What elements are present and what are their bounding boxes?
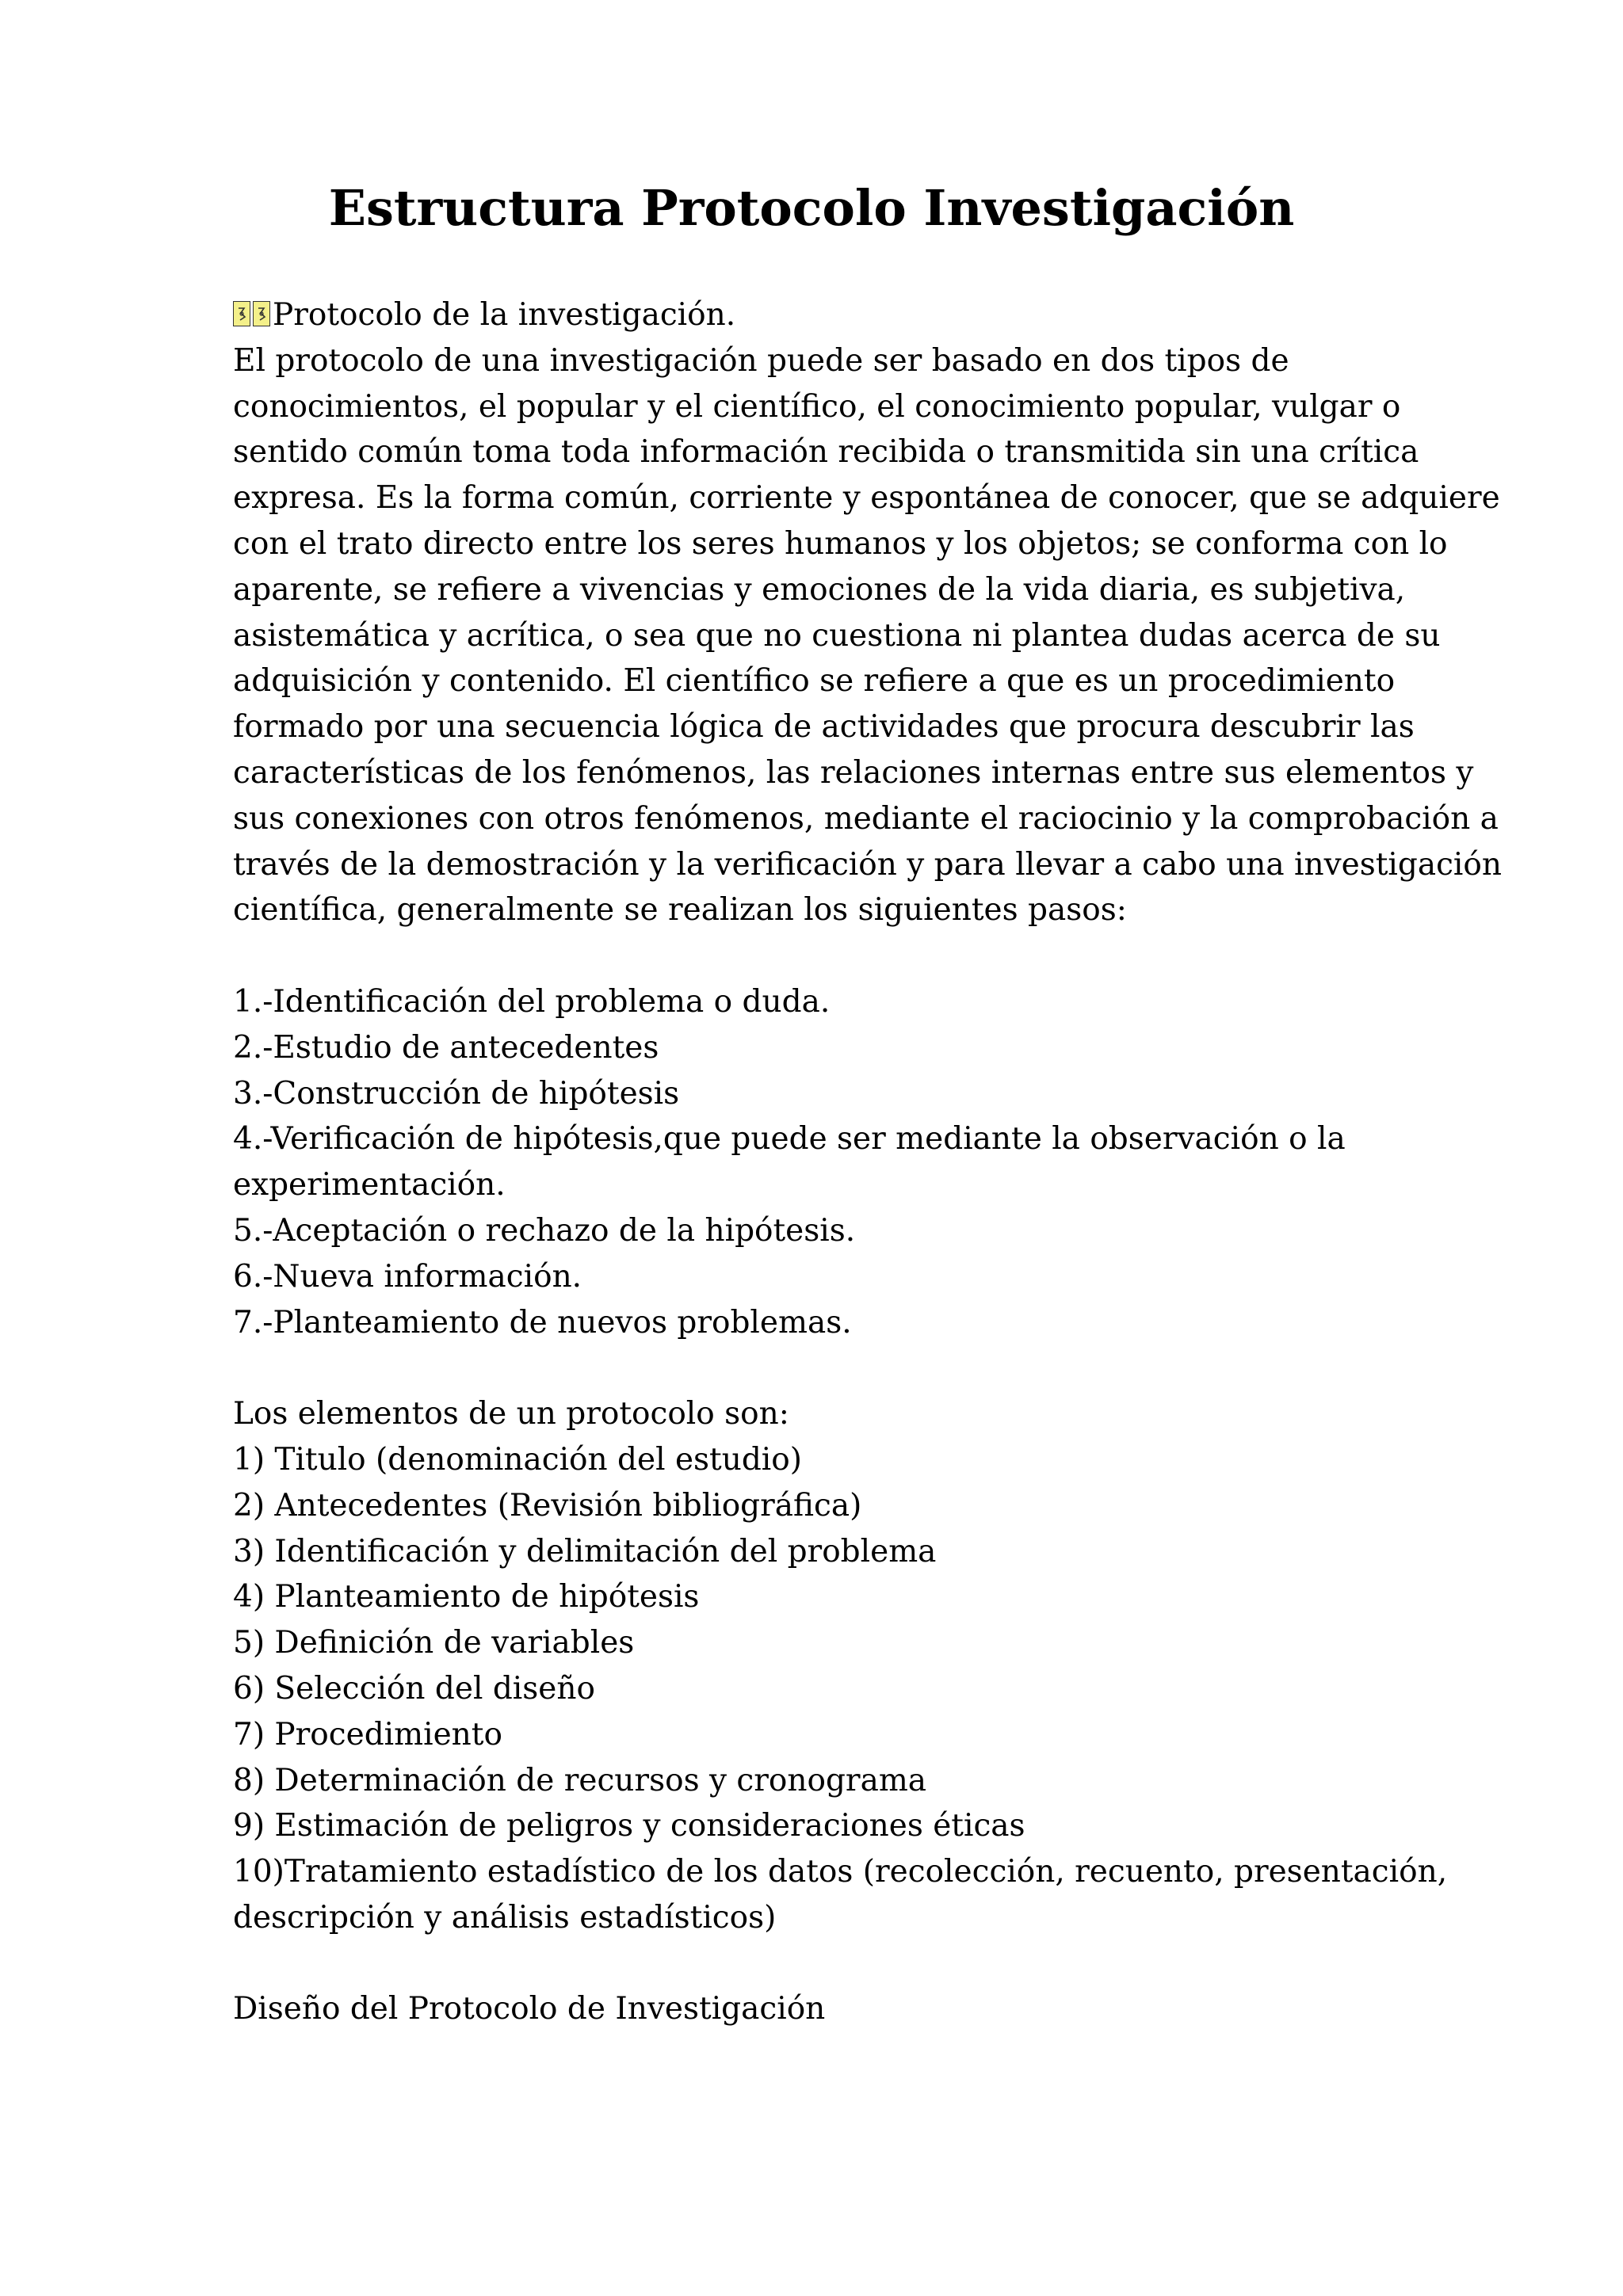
paragraph-line: científica, generalmente se realizan los siguientes pasos:: [233, 892, 1127, 929]
document-body: [233, 292, 1502, 2032]
paragraph-line: El protocolo de una investigación puede ser basado en dos tipos de: [233, 342, 1289, 379]
element-item: 1) Titulo (denominación del estudio): [233, 1441, 802, 1478]
element-item: 2) Antecedentes (Revisión bibliográfica): [233, 1487, 862, 1524]
spacer: [233, 933, 1406, 979]
element-item: 8) Determinación de recursos y cronograma: [233, 1762, 927, 1798]
paragraph-line: asistemática y acrítica, o sea que no cuestiona ni plantea dudas acerca de su: [233, 617, 1441, 654]
paragraph-line: aparente, se refiere a vivencias y emociones de la vida diaria, es subjetiva,: [233, 571, 1406, 608]
paragraph-line: sus conexiones con otros fenómenos, mediante el raciocinio y la comprobación a: [233, 800, 1499, 837]
element-item: 9) Estimación de peligros y consideraciones éticas: [233, 1808, 1025, 1844]
image-placeholder-icon: [233, 301, 271, 328]
closing-line: Diseño del Protocolo de Investigación: [233, 1991, 826, 2027]
step-item: 7.-Planteamiento de nuevos problemas.: [233, 1304, 852, 1341]
paragraph-line: conocimientos, el popular y el científico, el conocimiento popular, vulgar o: [233, 388, 1401, 425]
step-item: experimentación.: [233, 1167, 506, 1203]
intro-heading-line: [233, 292, 1406, 338]
element-item: 7) Procedimiento: [233, 1716, 502, 1753]
step-item: 2.-Estudio de antecedentes: [233, 1029, 659, 1066]
spacer: [233, 1345, 1406, 1391]
paragraph-line: características de los fenómenos, las relaciones internas entre sus elementos y: [233, 754, 1474, 791]
paragraph-line: adquisición y contenido. El científico se refiere a que es un procedimiento: [233, 663, 1396, 700]
spacer: [233, 1941, 1406, 1987]
paragraph-line: con el trato directo entre los seres humanos y los objetos; se conforma con lo: [233, 525, 1448, 562]
step-item: 3.-Construcción de hipótesis: [233, 1075, 680, 1112]
element-item: 3) Identificación y delimitación del problema: [233, 1533, 937, 1569]
element-item: 5) Definición de variables: [233, 1625, 635, 1661]
step-item: 1.-Identificación del problema o duda.: [233, 983, 831, 1020]
element-item: 4) Planteamiento de hipótesis: [233, 1579, 700, 1615]
element-item: 6) Selección del diseño: [233, 1670, 595, 1707]
element-item: descripción y análisis estadísticos): [233, 1899, 777, 1936]
paragraph-line: expresa. Es la forma común, corriente y espontánea de conocer, que se adquiere: [233, 480, 1500, 517]
step-item: 6.-Nueva información.: [233, 1258, 582, 1295]
elements-heading: Los elementos de un protocolo son:: [233, 1396, 789, 1432]
step-item: 4.-Verificación de hipótesis,que puede ser mediante la observación o la: [233, 1121, 1346, 1158]
element-item: 10)Tratamiento estadístico de los datos (recolección, recuento, presentación,: [233, 1854, 1448, 1890]
step-item: 5.-Aceptación o rechazo de la hipótesis.: [233, 1212, 856, 1249]
paragraph-line: sentido común toma toda información recibida o transmitida sin una crítica: [233, 434, 1419, 471]
intro-heading: Protocolo de la investigación.: [273, 297, 736, 333]
paragraph-line: formado por una secuencia lógica de actividades que procura descubrir las: [233, 709, 1415, 746]
paragraph-line: través de la demostración y la verificación y para llevar a cabo una investigación: [233, 846, 1502, 883]
document-title: Estructura Protocolo Investigación: [328, 179, 1295, 237]
